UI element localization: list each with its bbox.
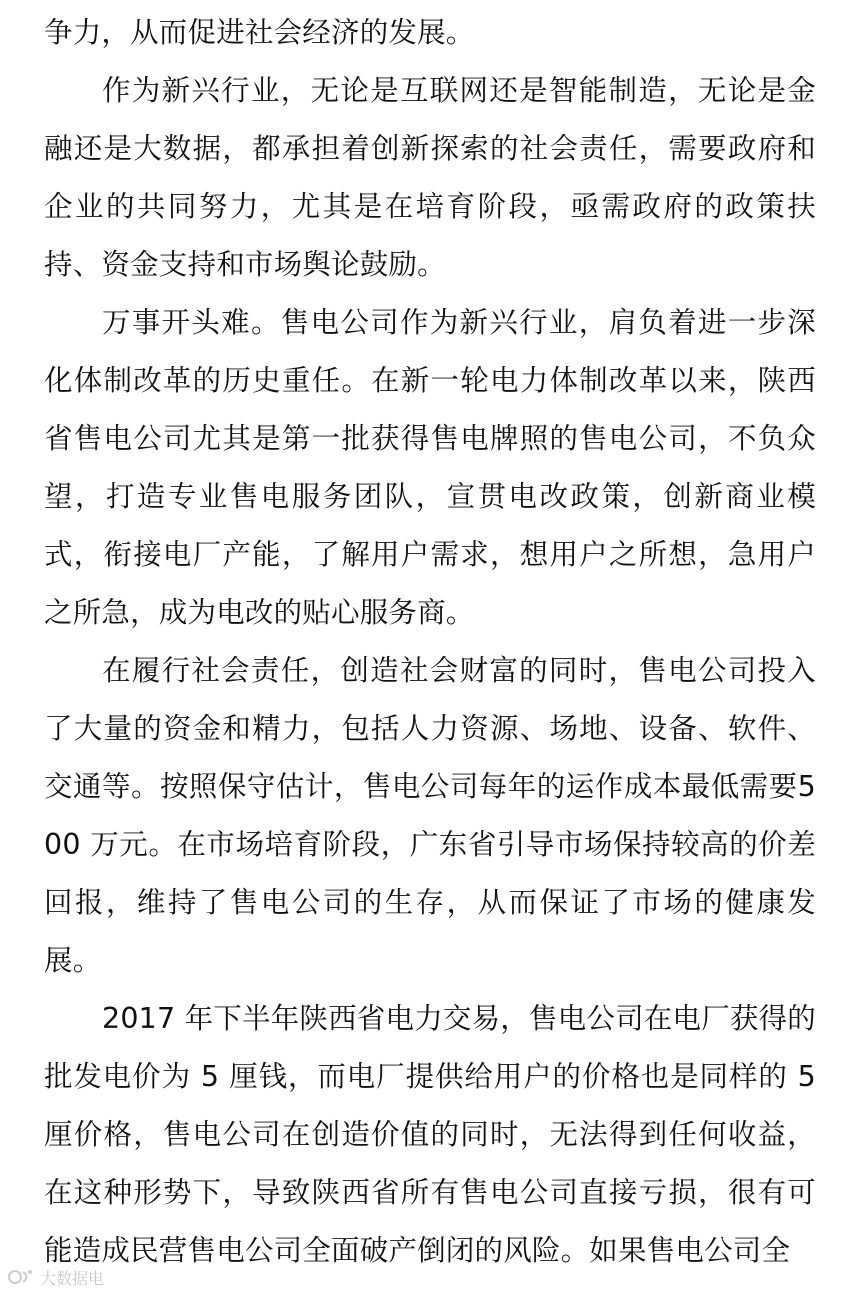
document-body [44, 4, 816, 1280]
watermark-text: 大数据电 [40, 1268, 105, 1288]
paragraph-1: 争力，从而促进社会经济的发展。 [44, 16, 475, 49]
paragraph-5: 2017 年下半年陕西省电力交易，售电公司在电厂获得的批发电价为 5 厘钱，而电厂提供给用户的价格也是同样的 5 厘价格，售电公司在创造价值的同时，无法得到任何收益，在这种形势下，导致陕西省所有售电公司直接亏损，很有可能造成民营售电公司全面破产倒闭的风险。如果售电公司全 [44, 1002, 816, 1267]
watermark-logo-icon [8, 1268, 34, 1286]
paragraph-4: 在履行社会责任，创造社会财富的同时，售电公司投入了大量的资金和精力，包括人力资源、场地、设备、软件、交通等。按照保守估计，售电公司每年的运作成本最低需要500 万元。在市场培育阶段，广东省引导市场保持较高的价差回报，维持了售电公司的生存，从而保证了市场的健康发展。 [44, 654, 816, 977]
watermark [8, 1266, 104, 1288]
paragraph-2: 作为新兴行业，无论是互联网还是智能制造，无论是金融还是大数据，都承担着创新探索的社会责任，需要政府和企业的共同努力，尤其是在培育阶段，亟需政府的政策扶持、资金支持和市场舆论鼓励。 [44, 74, 816, 281]
paragraph-3: 万事开头难。售电公司作为新兴行业，肩负着进一步深化体制改革的历史重任。在新一轮电力体制改革以来，陕西省售电公司尤其是第一批获得售电牌照的售电公司，不负众望，打造专业售电服务团队，宣贯电改政策，创新商业模式，衔接电厂产能，了解用户需求，想用户之所想，急用户之所急，成为电改的贴心服务商。 [44, 306, 816, 629]
